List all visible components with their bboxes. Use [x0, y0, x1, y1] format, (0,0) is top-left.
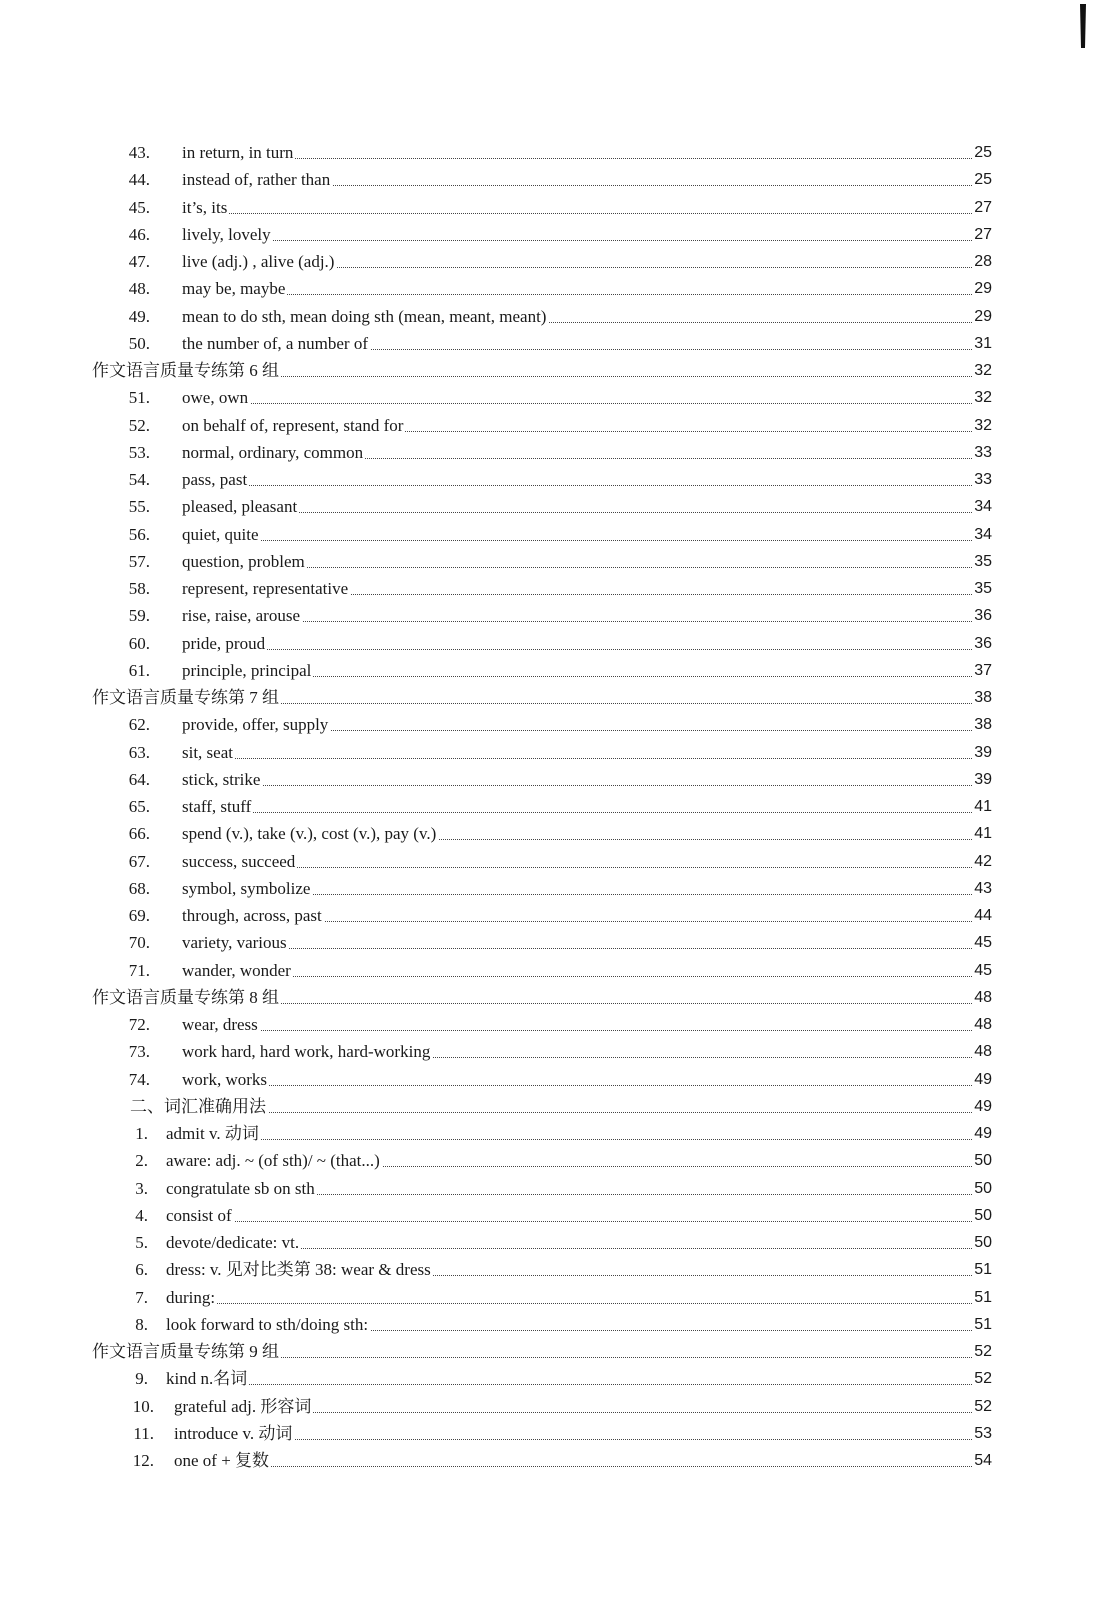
toc-entry-number: 45. — [128, 197, 150, 217]
toc-entry-number: 7. — [135, 1287, 148, 1307]
toc-page-number: 35 — [972, 575, 992, 602]
toc-page-number: 41 — [972, 793, 992, 820]
toc-entry-title: 作文语言质量专练第 7 组 — [92, 684, 281, 711]
toc-entry-title: represent, representative — [182, 575, 350, 602]
toc-page-number: 39 — [972, 766, 992, 793]
toc-entry-number: 3. — [135, 1178, 148, 1198]
toc-entry-title: lively, lovely — [182, 221, 273, 248]
toc-page-number: 50 — [972, 1202, 992, 1229]
toc-entry-title: the number of, a number of — [182, 330, 370, 357]
toc-entry-number: 5. — [135, 1233, 148, 1252]
toc-page-number: 51 — [972, 1284, 992, 1311]
dot-leader — [182, 758, 992, 786]
toc-entry-number: 47. — [128, 252, 150, 271]
toc-page-number: 50 — [972, 1147, 992, 1174]
toc-page-number: 52 — [972, 1338, 992, 1365]
toc-page-number: 41 — [972, 820, 992, 847]
toc-entry-number: 57. — [128, 551, 150, 571]
toc-page-number: 44 — [972, 902, 992, 929]
toc-entry-number: 50. — [128, 333, 150, 353]
dot-leader — [182, 622, 992, 650]
toc-entry-number: 10. — [132, 1396, 154, 1416]
toc-entry-number: 49. — [128, 306, 150, 326]
toc-entry-number: 70. — [128, 933, 150, 953]
toc-page-number: 28 — [972, 248, 992, 275]
dot-leader — [182, 131, 992, 159]
toc-entry-number: 68. — [128, 878, 150, 898]
toc-entry-title: through, across, past — [182, 902, 324, 929]
toc-entry-number: 9. — [135, 1369, 148, 1389]
toc-entry-title: principle, principal — [182, 657, 313, 684]
toc-page-number: 31 — [972, 330, 992, 357]
toc-entry-title: 作文语言质量专练第 9 组 — [92, 1338, 281, 1365]
toc-entry-number: 43. — [128, 143, 150, 162]
toc-page-number: 49 — [972, 1093, 992, 1120]
toc-entry-title: aware: adj. ~ (of sth)/ ~ (that...) — [166, 1147, 382, 1174]
toc-page-number: 39 — [972, 739, 992, 766]
binding-mark — [1078, 2, 1088, 50]
toc-entry-title: pass, past — [182, 466, 249, 493]
toc-entry-title: it’s, its — [182, 194, 229, 221]
toc-entry-title: quiet, quite — [182, 521, 260, 548]
toc-page-number: 52 — [972, 1393, 992, 1420]
toc-entry-title: work hard, hard work, hard-working — [182, 1038, 432, 1065]
toc-entry-title: symbol, symbolize — [182, 875, 312, 902]
toc-entry-title: devote/dedicate: vt. — [166, 1229, 301, 1256]
toc-entry-number: 56. — [128, 524, 150, 544]
toc-entry-number: 59. — [128, 606, 150, 626]
toc-page-number: 48 — [972, 1011, 992, 1038]
toc-page-number: 36 — [972, 630, 992, 657]
toc-entry-title: kind n.名词 — [166, 1365, 249, 1392]
dot-leader — [182, 949, 992, 977]
toc-page-number: 48 — [972, 1038, 992, 1065]
toc-entry-title: dress: v. 见对比类第 38: wear & dress — [166, 1256, 433, 1283]
toc-page-number: 38 — [972, 711, 992, 738]
toc-entry-title: success, succeed — [182, 848, 297, 875]
toc-page-number: 51 — [972, 1256, 992, 1283]
toc-entry-title: instead of, rather than — [182, 166, 332, 193]
toc-entry-number: 44. — [128, 170, 150, 190]
toc-entry-number: 54. — [128, 470, 150, 489]
toc-entry-number: 63. — [128, 742, 150, 762]
dot-leader — [166, 1357, 992, 1385]
toc-entry-title: sit, seat — [182, 739, 235, 766]
toc-entry-title: provide, offer, supply — [182, 711, 330, 738]
toc-page-number: 35 — [972, 548, 992, 575]
toc-page-number: 50 — [972, 1175, 992, 1202]
toc-page-number: 25 — [972, 166, 992, 193]
toc-page-number: 48 — [972, 984, 992, 1011]
toc-page-number: 50 — [972, 1229, 992, 1256]
dot-leader — [182, 513, 992, 541]
toc-page-number: 33 — [972, 466, 992, 493]
toc-entry-number: 55. — [128, 497, 150, 517]
toc-page-number: 29 — [972, 275, 992, 302]
dot-leader — [166, 1112, 992, 1140]
toc-entry[interactable] — [0, 1447, 1098, 1474]
toc-entry-number: 74. — [128, 1069, 150, 1089]
toc-page-number: 27 — [972, 194, 992, 221]
toc-entry-title: in return, in turn — [182, 139, 295, 166]
toc-page-number: 32 — [972, 384, 992, 411]
toc-entry-title: staff, stuff — [182, 793, 253, 820]
toc-entry-title: variety, various — [182, 929, 289, 956]
toc-page-number: 36 — [972, 602, 992, 629]
toc-entry-number: 53. — [128, 442, 150, 462]
toc-entry-title: may be, maybe — [182, 275, 287, 302]
toc-entry-number: 73. — [128, 1042, 150, 1062]
toc-entry-number: 52. — [128, 415, 150, 435]
toc-entry-title: mean to do sth, mean doing sth (mean, meant, meant) — [182, 303, 548, 330]
toc-entry-title: 作文语言质量专练第 8 组 — [92, 984, 281, 1011]
toc-page-number: 38 — [972, 684, 992, 711]
toc-page-number: 25 — [972, 139, 992, 166]
toc-entry-number: 11. — [133, 1423, 154, 1443]
toc-page-number: 52 — [972, 1365, 992, 1392]
toc-page-number: 32 — [972, 412, 992, 439]
toc-entry-number: 71. — [128, 960, 150, 980]
toc-entry-title: rise, raise, arouse — [182, 602, 302, 629]
toc-entry-title: owe, own — [182, 384, 250, 411]
toc-entry-title: work, works — [182, 1066, 269, 1093]
toc-page-number: 27 — [972, 221, 992, 248]
toc-page-number: 43 — [972, 875, 992, 902]
toc-entry-title: 作文语言质量专练第 6 组 — [92, 357, 281, 384]
toc-entry-title: 二、词汇准确用法 — [130, 1093, 268, 1120]
toc-entry-title: on behalf of, represent, stand for — [182, 412, 405, 439]
toc-entry-number: 72. — [128, 1015, 150, 1034]
toc-page-number: 53 — [972, 1420, 992, 1447]
toc-entry-title: introduce v. 动词 — [174, 1420, 294, 1447]
toc-page-number: 32 — [972, 357, 992, 384]
toc-entry-title: pride, proud — [182, 630, 267, 657]
toc-entry-number: 62. — [128, 715, 150, 735]
toc-entry-title: one of + 复数 — [174, 1447, 271, 1474]
dot-leader — [182, 1003, 992, 1031]
toc-entry-title: question, problem — [182, 548, 307, 575]
toc-entry-title: consist of — [166, 1202, 234, 1229]
dot-leader — [182, 785, 992, 813]
toc-entry-number: 6. — [135, 1260, 148, 1280]
toc-entry-number: 2. — [135, 1151, 148, 1171]
toc-entry-title: look forward to sth/doing sth: — [166, 1311, 370, 1338]
toc-page-number: 34 — [972, 521, 992, 548]
toc-entry-number: 8. — [135, 1314, 148, 1334]
toc-entry-title: wander, wonder — [182, 957, 293, 984]
toc-page-number: 45 — [972, 929, 992, 956]
toc-entry-title: stick, strike — [182, 766, 262, 793]
dot-leader — [182, 485, 992, 513]
toc-entry-number: 67. — [128, 851, 150, 871]
toc-entry-title: live (adj.) , alive (adj.) — [182, 248, 336, 275]
toc-entry-title: during: — [166, 1284, 217, 1311]
toc-entry-number: 69. — [128, 906, 150, 925]
toc-entry-title: normal, ordinary, common — [182, 439, 365, 466]
toc-page-number: 51 — [972, 1311, 992, 1338]
toc-entry-number: 51. — [128, 388, 150, 408]
toc-page-number: 37 — [972, 657, 992, 684]
toc-page-number: 49 — [972, 1066, 992, 1093]
toc-page-number: 33 — [972, 439, 992, 466]
toc-entry-number: 48. — [128, 279, 150, 299]
toc-entry-number: 66. — [128, 824, 150, 844]
toc-page-number: 49 — [972, 1120, 992, 1147]
toc-entry-title: grateful adj. 形容词 — [174, 1393, 313, 1420]
toc-entry-number: 60. — [128, 633, 150, 653]
toc-entry-number: 4. — [135, 1205, 148, 1225]
toc-page-number: 42 — [972, 848, 992, 875]
toc-entry-title: admit v. 动词 — [166, 1120, 261, 1147]
dot-leader — [182, 376, 992, 404]
dot-leader — [174, 1439, 992, 1467]
toc-entry-number: 1. — [135, 1124, 148, 1143]
toc-page-number: 54 — [972, 1447, 992, 1474]
toc-page-number: 34 — [972, 493, 992, 520]
toc-entry-number: 65. — [128, 797, 150, 816]
toc-entry-number: 64. — [128, 769, 150, 789]
toc-entry-title: pleased, pleasant — [182, 493, 299, 520]
toc-page-number: 45 — [972, 957, 992, 984]
toc-entry-number: 12. — [132, 1451, 154, 1470]
toc-entry-title: congratulate sb on sth — [166, 1175, 317, 1202]
toc-entry-number: 58. — [128, 579, 150, 598]
toc-entry-title: spend (v.), take (v.), cost (v.), pay (v.) — [182, 820, 438, 847]
toc-entry-number: 61. — [128, 660, 150, 680]
dot-leader — [182, 213, 992, 241]
toc-entry-title: wear, dress — [182, 1011, 260, 1038]
toc-page-number: 29 — [972, 303, 992, 330]
toc-entry-number: 46. — [128, 224, 150, 244]
